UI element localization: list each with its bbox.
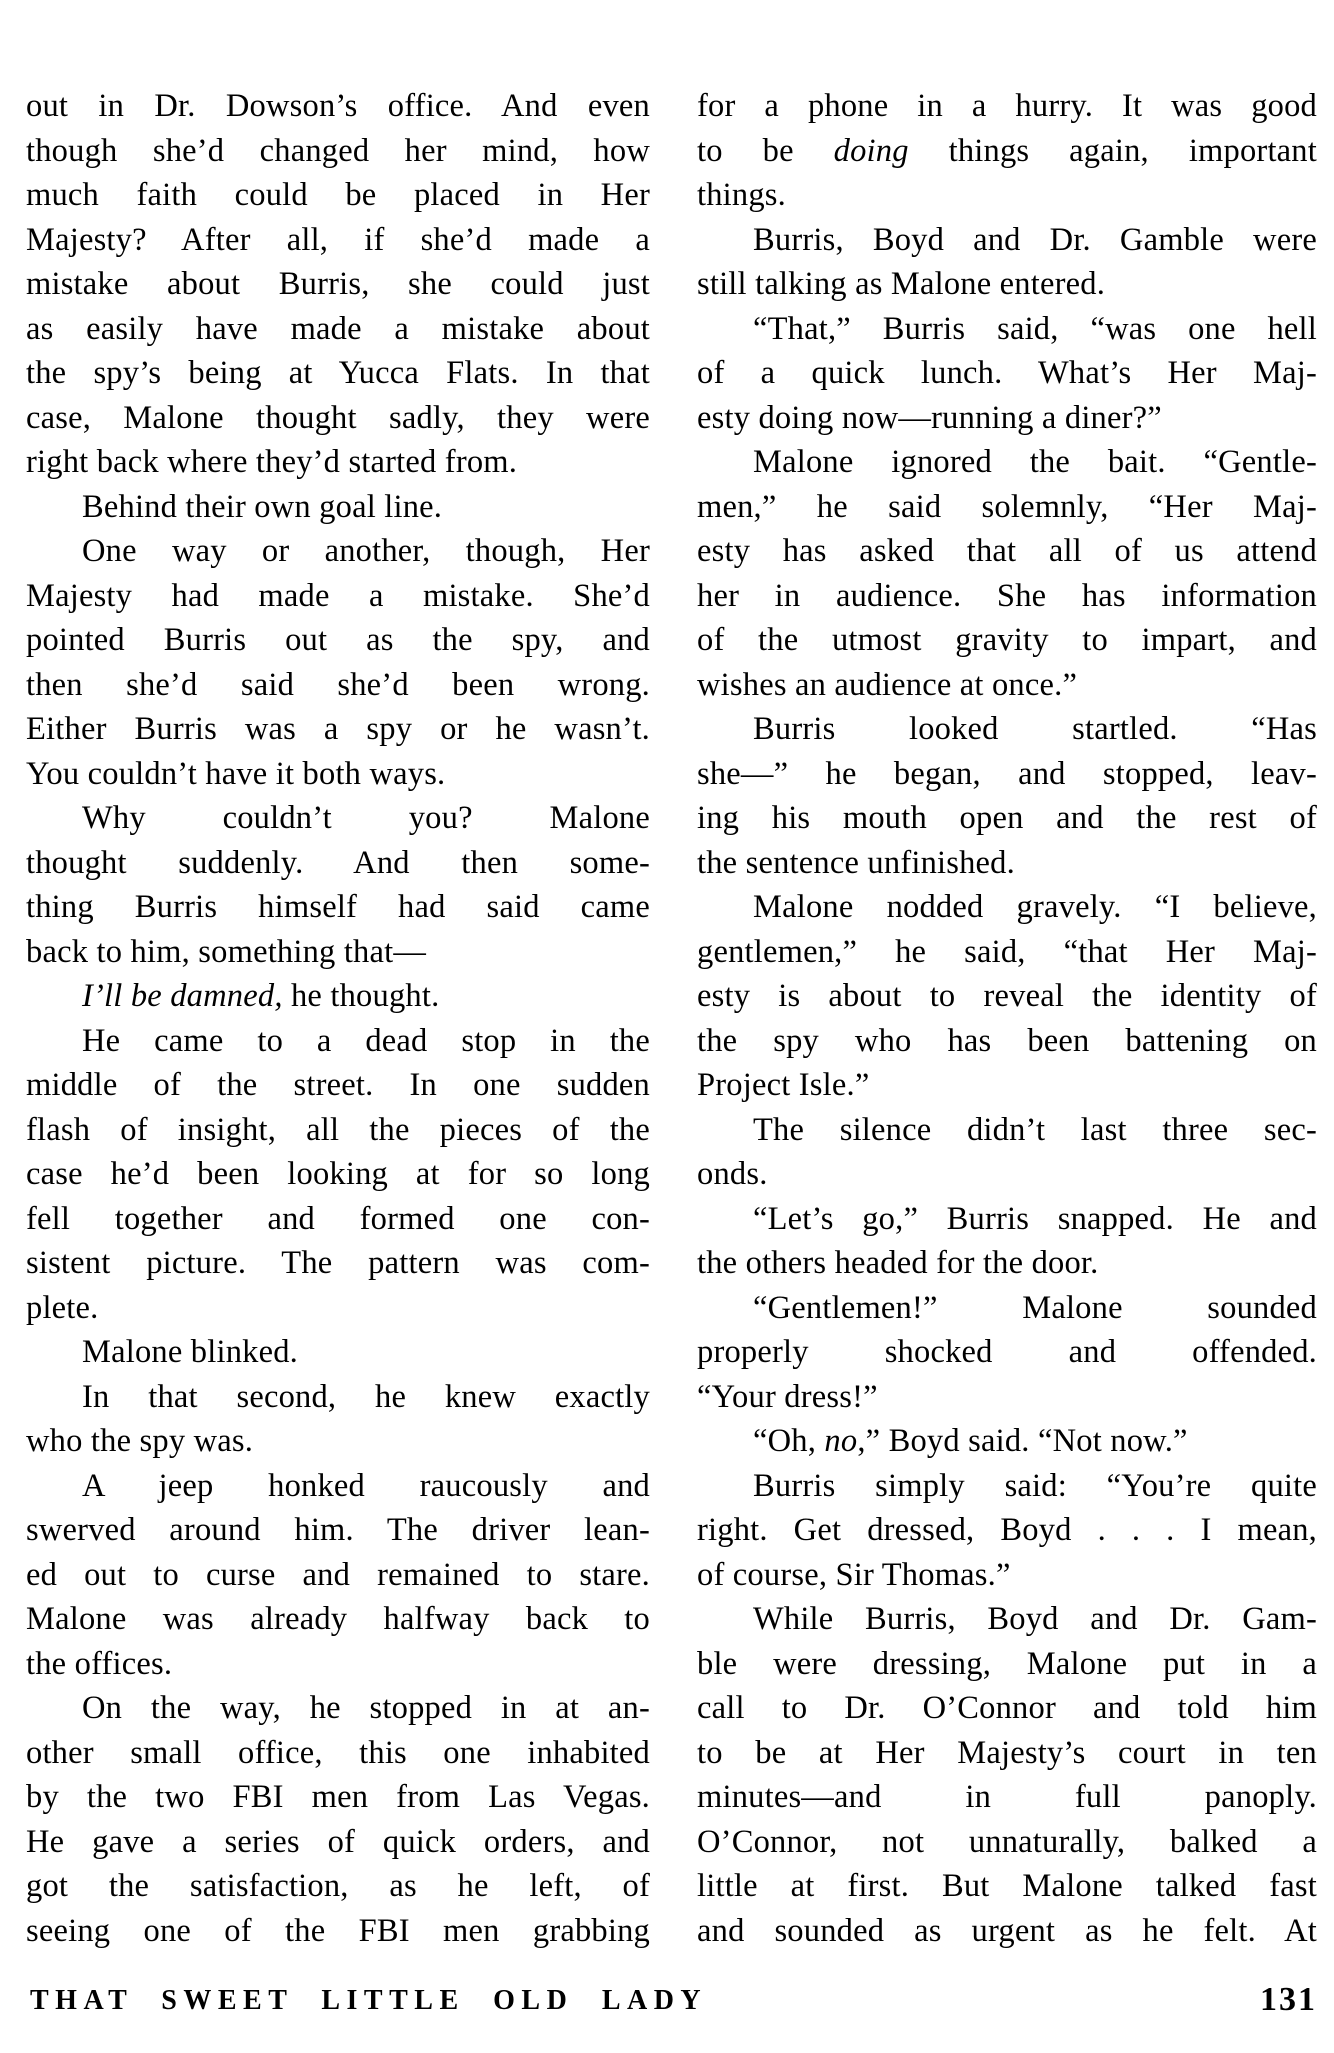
text-line: properly shocked and offended. xyxy=(697,1334,1317,1370)
text-line: right back where they’d started from. xyxy=(26,444,518,480)
text-line: swerved around him. The driver lean- xyxy=(26,1512,650,1548)
text-line: much faith could be placed in Her xyxy=(26,177,650,213)
text-line: Burris looked startled. “Has xyxy=(753,711,1317,747)
text-line: ed out to curse and remained to stare. xyxy=(26,1556,650,1593)
text-line: Burris, Boyd and Dr. Gamble were xyxy=(753,221,1317,258)
text-line: While Burris, Boyd and Dr. Gam- xyxy=(753,1601,1317,1637)
text-line: though she’d changed her mind, how xyxy=(26,132,650,169)
text-line: the others headed for the door. xyxy=(697,1245,1099,1281)
text-line: Malone nodded gravely. “I believe, xyxy=(753,889,1317,925)
text-line: “Let’s go,” Burris snapped. He and xyxy=(753,1200,1317,1237)
text-line: fell together and formed one con- xyxy=(26,1200,650,1237)
text-line: Malone blinked. xyxy=(82,1334,299,1370)
text-line: got the satisfaction, as he left, of xyxy=(26,1868,650,1904)
text-line: the offices. xyxy=(26,1645,173,1682)
text-line: men,” he said solemnly, “Her Maj- xyxy=(697,488,1317,525)
text-line: of a quick lunch. What’s Her Maj- xyxy=(697,355,1317,391)
text-line: to be doing things again, important xyxy=(697,132,1317,169)
text-line: of course, Sir Thomas.” xyxy=(697,1556,1011,1593)
text-line: esty has asked that all of us attend xyxy=(697,533,1317,569)
text-line: Project Isle.” xyxy=(697,1067,870,1103)
text-line: to be at Her Majesty’s court in ten xyxy=(697,1734,1317,1771)
text-line: middle of the street. In one sudden xyxy=(26,1067,650,1103)
text-line: out in Dr. Dowson’s office. And even xyxy=(26,88,650,124)
text-line: by the two FBI men from Las Vegas. xyxy=(26,1779,650,1815)
text-column-left xyxy=(26,84,650,1953)
text-line: the spy who has been battening on xyxy=(697,1022,1317,1059)
text-line: other small office, this one inhabited xyxy=(26,1734,650,1771)
text-line: O’Connor, not unnaturally, balked a xyxy=(697,1823,1317,1860)
text-line: case he’d been looking at for so long xyxy=(26,1156,650,1192)
text-line: esty is about to reveal the identity of xyxy=(697,978,1317,1014)
text-line: “That,” Burris said, “was one hell xyxy=(753,310,1317,347)
text-line: ble were dressing, Malone put in a xyxy=(697,1645,1317,1682)
text-line: the sentence unfinished. xyxy=(697,844,1015,881)
text-line: Why couldn’t you? Malone xyxy=(82,800,650,836)
text-line: Either Burris was a spy or he wasn’t. xyxy=(26,711,650,747)
text-line: Malone was already halfway back to xyxy=(26,1601,650,1637)
text-line: esty doing now—running a diner?” xyxy=(697,399,1162,436)
text-line: then she’d said she’d been wrong. xyxy=(26,666,650,703)
text-line: as easily have made a mistake about xyxy=(26,310,650,347)
running-title: THAT SWEET LITTLE OLD LADY xyxy=(30,1985,708,2016)
text-line: minutes—and in full panoply. xyxy=(697,1779,1317,1815)
text-line: flash of insight, all the pieces of the xyxy=(26,1111,650,1148)
text-line: for a phone in a hurry. It was good xyxy=(697,88,1317,124)
text-line: the spy’s being at Yucca Flats. In that xyxy=(26,355,650,391)
text-line: A jeep honked raucously and xyxy=(82,1467,650,1504)
text-line: The silence didn’t last three sec- xyxy=(753,1111,1317,1148)
text-line: and sounded as urgent as he felt. At xyxy=(697,1912,1317,1949)
text-line: her in audience. She has information xyxy=(697,577,1317,614)
text-column-right xyxy=(697,84,1317,1953)
text-line: plete. xyxy=(26,1289,99,1326)
text-line: “Gentlemen!” Malone sounded xyxy=(753,1289,1317,1326)
text-line: “Your dress!” xyxy=(697,1378,878,1415)
text-line: thing Burris himself had said came xyxy=(26,889,650,925)
text-line: pointed Burris out as the spy, and xyxy=(26,622,650,658)
text-line: who the spy was. xyxy=(26,1423,254,1459)
text-line: Majesty? After all, if she’d made a xyxy=(26,221,650,258)
page-number: 131 xyxy=(1260,1981,1317,2018)
text-line: Majesty had made a mistake. She’d xyxy=(26,577,650,614)
text-line: of the utmost gravity to impart, and xyxy=(697,622,1317,658)
text-line: gentlemen,” he said, “that Her Maj- xyxy=(697,933,1317,970)
text-line: In that second, he knew exactly xyxy=(82,1378,650,1415)
text-line: right. Get dressed, Boyd . . . I mean, xyxy=(697,1512,1317,1548)
text-line: little at first. But Malone talked fast xyxy=(697,1868,1317,1904)
text-line: call to Dr. O’Connor and told him xyxy=(697,1690,1317,1726)
text-line: mistake about Burris, she could just xyxy=(26,266,650,302)
text-line: One way or another, though, Her xyxy=(82,533,650,569)
text-line: wishes an audience at once.” xyxy=(697,666,1078,703)
text-line: Behind their own goal line. xyxy=(82,488,443,525)
text-line: she—” he began, and stopped, leav- xyxy=(697,755,1317,792)
text-line: I’ll be damned, he thought. xyxy=(82,978,440,1014)
text-line: still talking as Malone entered. xyxy=(697,266,1106,302)
text-line: back to him, something that— xyxy=(26,933,427,970)
text-line: Malone ignored the bait. “Gentle- xyxy=(753,444,1317,480)
text-line: things. xyxy=(697,177,786,213)
text-line: case, Malone thought sadly, they were xyxy=(26,399,650,436)
text-line: ing his mouth open and the rest of xyxy=(697,800,1317,836)
text-line: Burris simply said: “You’re quite xyxy=(753,1467,1317,1504)
text-line: “Oh, no,” Boyd said. “Not now.” xyxy=(753,1423,1188,1459)
text-line: thought suddenly. And then some- xyxy=(26,844,650,881)
text-line: You couldn’t have it both ways. xyxy=(26,755,446,792)
text-line: He gave a series of quick orders, and xyxy=(26,1823,650,1860)
text-line: sistent picture. The pattern was com- xyxy=(26,1245,650,1281)
text-line: On the way, he stopped in at an- xyxy=(82,1690,650,1726)
text-line: onds. xyxy=(697,1156,768,1192)
text-line: He came to a dead stop in the xyxy=(82,1022,650,1059)
text-line: seeing one of the FBI men grabbing xyxy=(26,1912,650,1949)
